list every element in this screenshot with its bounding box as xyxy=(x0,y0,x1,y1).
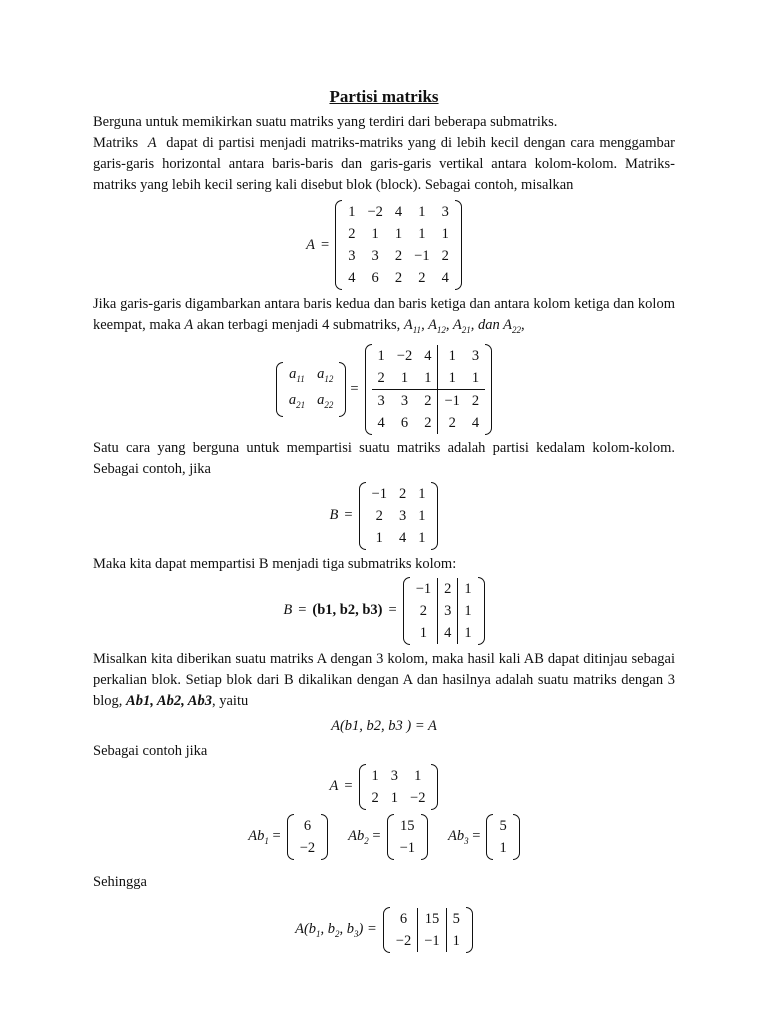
matrix-result xyxy=(390,908,466,952)
matrix-cell: 1 xyxy=(452,932,460,949)
matrix-a2 xyxy=(366,765,432,809)
matrix-cell: 4 xyxy=(398,529,407,546)
equation-result: $A(b_1$, $b_2$, $b_3$) = 6 15 5 −2 −1 1 xyxy=(93,907,675,953)
equation-b-columns: B = (b1, b2, b3) = −1 2 1 2 3 1 1 4 1 xyxy=(93,577,675,645)
paragraph-column-partition: Satu cara yang berguna untuk mempartisi suatu matriks adalah partisi kedalam kolom-kolom. Sebagai contoh, jika xyxy=(93,439,675,477)
matrix-cell: 2 xyxy=(418,389,438,412)
matrix-row xyxy=(366,765,432,787)
submatrix-names: $A_{11}$, $A_{12}$, $A_{21}$, dan $A_{22}$, xyxy=(403,317,525,335)
matrix-cell: 1 xyxy=(448,347,456,364)
matrix-row xyxy=(493,837,512,859)
matrix-row xyxy=(390,930,466,952)
matrix-cell: 2 xyxy=(418,270,426,286)
vector-ab1 xyxy=(294,815,321,859)
matrix-cell: 2 xyxy=(372,367,391,390)
equation-matrix-a2: A = 1 3 1 2 1 −2 xyxy=(93,764,675,810)
matrix-cell: 1 xyxy=(464,580,472,597)
matrix-cell: 1 xyxy=(371,226,379,242)
paragraph-b-columns: Maka kita dapat mempartisi B menjadi tiga submatriks kolom: xyxy=(93,555,457,572)
matrix-row xyxy=(410,622,478,644)
matrix-cell: 6 xyxy=(303,817,312,834)
matrix-cell: 2 xyxy=(471,392,480,409)
matrix-cell: 2 xyxy=(438,578,458,600)
matrix-row xyxy=(342,267,455,289)
matrix-cell: 1 xyxy=(377,347,385,364)
equation-matrix-a: A = 1 −2 4 1 3 2 1 1 1 1 3 3 2 −1 2 4 6 2 2 4 xyxy=(93,200,675,290)
matrix-cell: 15 xyxy=(400,817,415,834)
matrix-cell: −2 xyxy=(410,789,426,806)
matrix-cell: −2 xyxy=(396,347,413,364)
matrix-cell: $a_{22}$ xyxy=(317,392,334,411)
matrix-cell: 1 xyxy=(391,367,418,390)
matrix-row xyxy=(394,837,421,859)
matrix-cell: 4 xyxy=(471,414,480,431)
matrix-cell: 1 xyxy=(375,529,383,546)
matrix-cell: 2 xyxy=(348,226,356,242)
matrix-cell: 3 xyxy=(377,392,385,409)
matrix-cell: 3 xyxy=(400,392,409,409)
matrix-cell: 15 xyxy=(418,908,446,930)
matrix-cell: 1 xyxy=(418,529,426,546)
matrix-cell: 6 xyxy=(400,414,409,431)
matrix-a-blocks xyxy=(283,363,340,417)
matrix-a xyxy=(342,201,455,289)
matrix-row xyxy=(493,815,512,837)
matrix-cell: 1 xyxy=(466,367,485,390)
matrix-cell: −1 xyxy=(371,485,387,502)
matrix-cell: 1 xyxy=(441,226,449,242)
equation-matrix-b: B = −1 2 1 2 3 1 1 4 1 xyxy=(93,482,675,550)
matrix-row xyxy=(366,787,432,809)
matrix-row xyxy=(390,908,466,930)
matrix-cell: −2 xyxy=(299,839,316,856)
matrix-cell: 1 xyxy=(418,367,438,390)
matrix-cell: 5 xyxy=(499,817,507,834)
matrix-cell: 2 xyxy=(448,414,456,431)
matrix-cell: 4 xyxy=(348,270,356,286)
matrix-cell: −1 xyxy=(399,839,416,856)
matrix-cell: $a_{12}$ xyxy=(317,365,334,384)
matrix-row xyxy=(372,345,486,367)
matrix-b xyxy=(366,483,432,549)
matrix-cell: 1 xyxy=(464,624,472,641)
matrix-row xyxy=(283,389,340,416)
matrix-cell: 1 xyxy=(371,767,379,784)
matrix-cell: 1 xyxy=(414,767,422,784)
matrix-cell: 2 xyxy=(410,600,438,622)
equation-ab: A(b1, b2, b3 ) = A xyxy=(331,717,437,734)
matrix-cell: $a_{11}$ xyxy=(289,365,305,384)
matrix-cell: 1 xyxy=(499,839,507,856)
matrix-row xyxy=(372,389,486,412)
matrix-row xyxy=(294,815,321,837)
vector-ab3 xyxy=(493,815,512,859)
paragraph-partition: Jika garis-garis digambarkan antara baris kedua dan baris ketiga dan antara kolom ketiga dan kolom keempat, maka A akan terbagi menjadi 4 submatriks, $A_{11}$, $A_{12}$, $A_{21}$, dan $A_{22}$, xyxy=(93,296,675,335)
matrix-cell: 1 xyxy=(418,226,426,242)
paragraph-block-multiplication: Misalkan kita diberikan suatu matriks A dengan 3 kolom, maka hasil kali AB dapat ditinjau sebagai perkalian blok. Setiap blok dari B dikalikan dengan A dan hasilnya adalah suatu matriks dengan 3 blog, Ab1, Ab2, Ab3, yaitu xyxy=(93,650,675,709)
matrix-cell: 3 xyxy=(438,600,458,622)
matrix-cell: 3 xyxy=(371,248,379,264)
matrix-cell: 6 xyxy=(390,908,418,930)
matrix-row xyxy=(366,527,432,549)
matrix-cell: 2 xyxy=(394,270,403,286)
matrix-cell: 4 xyxy=(438,622,458,644)
matrix-cell: 6 xyxy=(371,270,379,286)
matrix-cell: 3 xyxy=(348,248,356,264)
matrix-cell: 2 xyxy=(398,485,407,502)
matrix-cell: 4 xyxy=(418,345,438,367)
document-page xyxy=(93,86,675,955)
matrix-cell: 4 xyxy=(394,204,403,220)
matrix-cell: 3 xyxy=(441,204,449,220)
matrix-cell: −1 xyxy=(410,578,438,600)
matrix-cell: 1 xyxy=(410,622,438,644)
matrix-b-partitioned xyxy=(410,578,478,644)
matrix-cell: 1 xyxy=(390,789,399,806)
matrix-row xyxy=(342,245,455,267)
matrix-row xyxy=(342,223,455,245)
matrix-cell: 3 xyxy=(471,347,480,364)
matrix-cell: 2 xyxy=(418,412,438,434)
matrix-row xyxy=(394,815,421,837)
matrix-cell: −2 xyxy=(367,204,383,220)
matrix-cell: 4 xyxy=(377,414,385,431)
matrix-row xyxy=(410,578,478,600)
matrix-a-partitioned xyxy=(372,345,486,434)
matrix-cell: 4 xyxy=(441,270,449,286)
paragraph-example: Sebagai contoh jika xyxy=(93,742,208,759)
matrix-cell: $a_{21}$ xyxy=(288,392,306,411)
matrix-cell: −2 xyxy=(390,930,418,952)
paragraph-matrix-definition: Matriks A dapat di partisi menjadi matriks-matriks yang di lebih kecil dengan cara menggambar garis-garis horizontal antara baris-baris dan garis-garis vertikal antara kolom-kolom. Matriks-matriks yang lebih kecil sering kali disebut blok (block). Sebagai contoh, misalkan xyxy=(93,135,676,193)
matrix-cell: 1 xyxy=(418,204,426,220)
matrix-cell: 2 xyxy=(375,507,383,524)
matrix-row xyxy=(410,600,478,622)
matrix-row xyxy=(294,837,321,859)
matrix-row xyxy=(372,412,486,434)
matrix-cell: 1 xyxy=(418,507,426,524)
matrix-cell: 2 xyxy=(441,248,449,264)
matrix-row xyxy=(366,505,432,527)
matrix-cell: 1 xyxy=(394,226,403,242)
matrix-cell: 1 xyxy=(464,602,472,619)
matrix-cell: −1 xyxy=(414,248,430,264)
matrix-cell: 1 xyxy=(438,367,466,390)
vector-ab2 xyxy=(394,815,421,859)
matrix-row xyxy=(366,483,432,505)
page-title: Partisi matriks xyxy=(329,87,439,106)
matrix-cell: 3 xyxy=(390,767,399,784)
matrix-row xyxy=(283,363,340,390)
matrix-cell: −1 xyxy=(418,930,446,952)
matrix-cell: 1 xyxy=(418,485,426,502)
equation-ab-products: $Ab_1$ = 6 −2 $Ab_2$ = 15 −1 $Ab_3$ = 5 1 xyxy=(93,814,675,860)
matrix-cell: 5 xyxy=(452,910,460,927)
b-columns-label: (b1, b2, b3) xyxy=(312,602,383,619)
equation-partitioned-a: $a_{11}$ $a_{12}$ $a_{21}$ $a_{22}$ = 1 −2 4 1 3 2 1 1 1 1 3 3 2 −1 2 4 6 2 2 4 xyxy=(93,344,675,435)
matrix-cell: 1 xyxy=(348,204,356,220)
paragraph-intro: Berguna untuk memikirkan suatu matriks yang terdiri dari beberapa submatriks. xyxy=(93,114,558,130)
matrix-cell: 2 xyxy=(394,248,403,264)
matrix-cell: −1 xyxy=(444,392,460,409)
matrix-row xyxy=(372,367,486,390)
matrix-cell: 2 xyxy=(371,789,379,806)
matrix-row xyxy=(342,201,455,223)
matrix-cell: 3 xyxy=(398,507,407,524)
paragraph-therefore: Sehingga xyxy=(93,873,147,890)
